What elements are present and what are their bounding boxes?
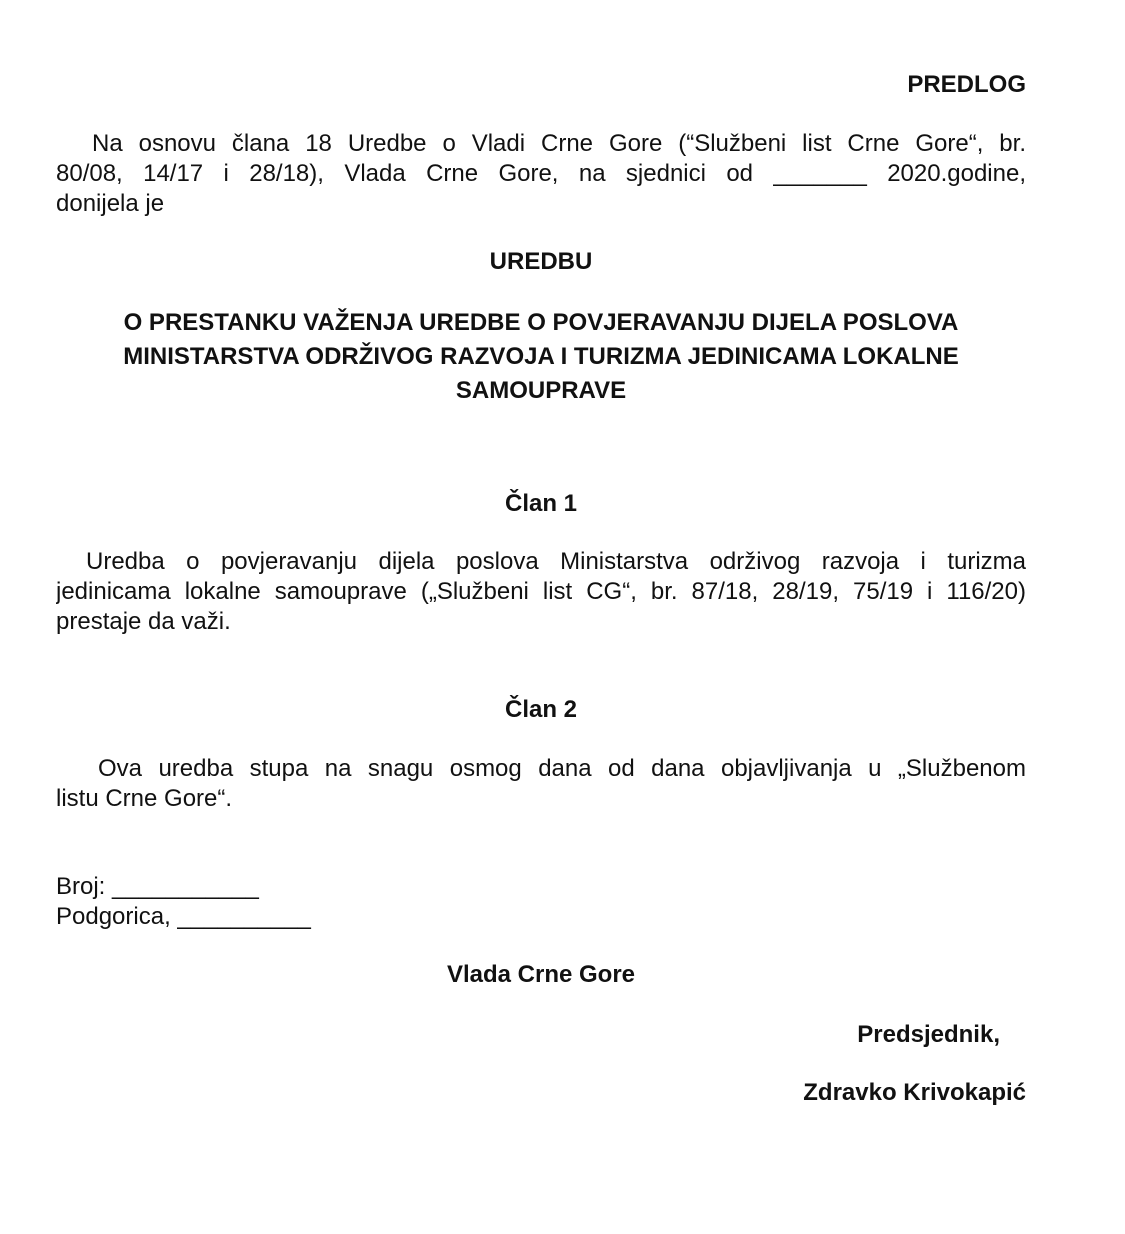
article-2-paragraph (56, 754, 1026, 814)
article-line: jedinicama lokalne samouprave („Službeni list CG“, br. 87/18, 28/19, 75/19 i 116/20) (56, 578, 1026, 605)
preamble-line: Na osnovu člana 18 Uredbe o Vladi Crne Gore (“Službeni list Crne Gore“, br. (92, 130, 1026, 157)
article-line: prestaje da važi. (56, 608, 231, 635)
article-2-heading: Član 2 (504, 696, 578, 723)
article-line: Ova uredba stupa na snagu osmog dana od dana objavljivanja u „Službenom (98, 755, 1026, 782)
subtitle-line: O PRESTANKU VAŽENJA UREDBE O POVJERAVANJU DIJELA POSLOVA (123, 309, 959, 336)
broj-field: Broj: ___________ (56, 873, 259, 900)
signatory-role: Predsjednik, (857, 1021, 1000, 1048)
subtitle-line: MINISTARSTVA ODRŽIVOG RAZVOJA I TURIZMA JEDINICAMA LOKALNE (123, 343, 959, 370)
preamble-line: donijela je (56, 190, 165, 217)
subtitle-line: SAMOUPRAVE (455, 377, 627, 404)
signatory-name: Zdravko Krivokapić (803, 1079, 1026, 1106)
article-1-heading: Član 1 (504, 490, 578, 517)
government-name: Vlada Crne Gore (446, 961, 636, 988)
article-1-paragraph (56, 547, 1026, 637)
article-line: Uredba o povjeravanju dijela poslova Ministarstva održivog razvoja i turizma (86, 548, 1026, 575)
preamble-line: 80/08, 14/17 i 28/18), Vlada Crne Gore, na sjednici od _______ 2020.godine, (56, 160, 1026, 187)
article-line: listu Crne Gore“. (56, 785, 233, 812)
document-subtitle (56, 306, 1026, 408)
document-status-label: PREDLOG (907, 71, 1026, 98)
preamble-paragraph (56, 129, 1026, 219)
document-title: UREDBU (489, 248, 593, 275)
place-field: Podgorica, __________ (56, 903, 311, 930)
